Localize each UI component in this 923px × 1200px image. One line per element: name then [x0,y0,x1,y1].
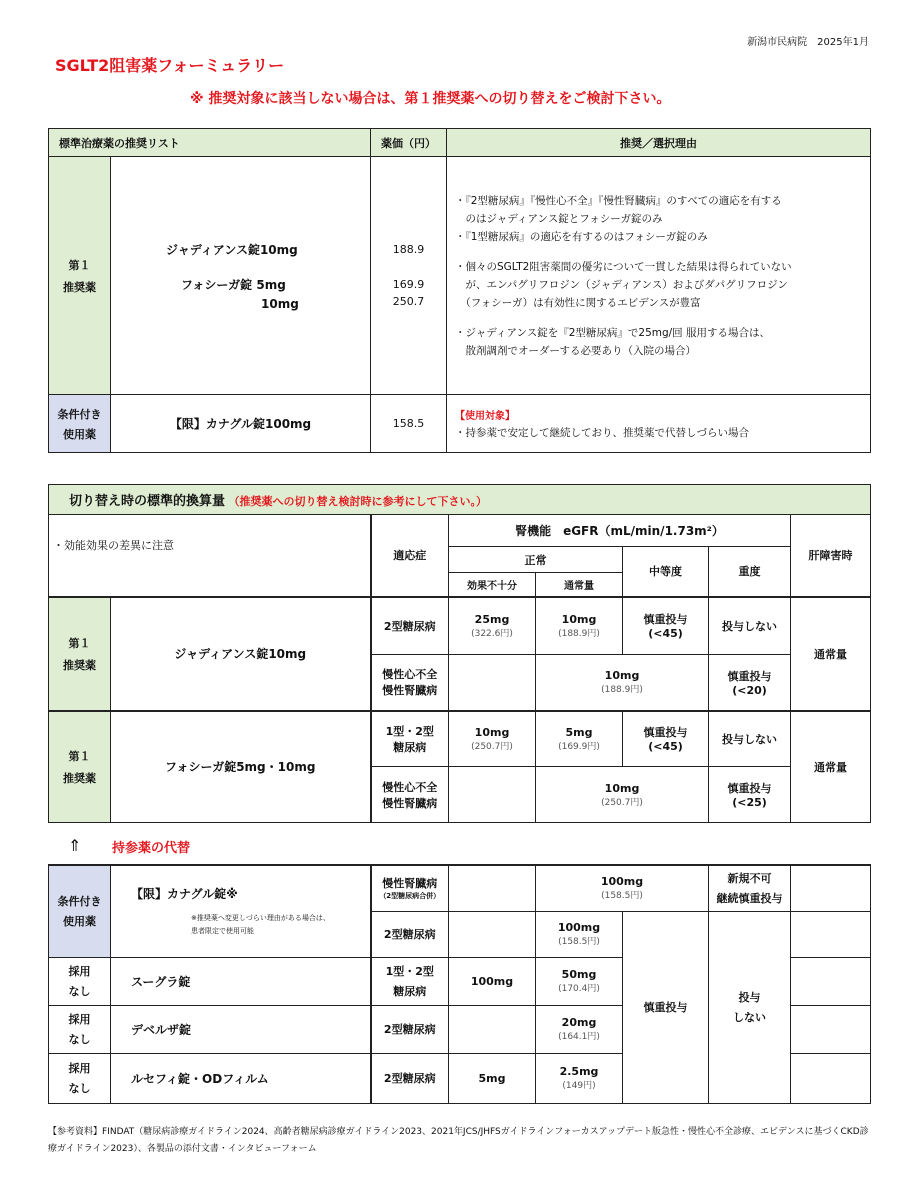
canagle-indication-1: 慢性腎臓病 （2型糖尿病合併） [371,865,449,911]
conversion-table [48,484,871,823]
header-usual: 通常量 [536,573,623,597]
conditional-price: 158.5 [371,395,447,453]
header-reason: 推奨／選択理由 [447,129,871,157]
canagle-hepatic-2 [791,911,871,957]
header-hepatic: 肝障害時 [791,515,871,597]
jardiance-severe: 投与しない [709,597,791,655]
conditional-reason: 【使用対象】 ・持参薬で安定して継続しており、推奨薬で代替しづらい場合 [447,395,871,453]
first-recommend-prices: 188.9 169.9 250.7 [371,157,447,395]
forxiga-rank-label: 第１ 推奨薬 [49,711,111,823]
lusefi-drug: ルセフィ錠・ODフィルム [111,1053,371,1103]
deberza-drug: デベルザ錠 [111,1005,371,1053]
first-recommend-reasons: ・『2型糖尿病』『慢性心不全』『慢性腎臓病』のすべての適応を有する のはジャディアンス錠とフォシーガ錠のみ ・『1型糖尿病』の適応を有するのはフォシーガ錠のみ ・個々のSGLT2阻害薬間の優劣について一貫した結果は得られていない が、エンパグリフロジン（ジャディアンス）およびダパグリフロジン （フォシーガ）は有効性に関するエビデンスが豊富 ・ジャディアンス錠を『2型糖尿病』で25mg/回 服用する場合は、 散剤調剤でオーダーする必要あり（入院の場合） [447,157,871,395]
jardiance-rank-label: 第１ 推奨薬 [49,597,111,711]
header-recommend-list: 標準治療薬の推奨リスト [49,129,371,157]
alt-moderate: 慎重投与 [623,911,709,1103]
jardiance-dose-2: 10mg (188.9円) [536,655,709,711]
header-indication: 適応症 [371,515,449,597]
forxiga-empty-insufficient [449,767,536,823]
jardiance-moderate: 慎重投与 (<45) [623,597,709,655]
forxiga-moderate: 慎重投与 (<45) [623,711,709,767]
deberza-insufficient [449,1005,536,1053]
forxiga-indication-1: 1型・2型 糖尿病 [371,711,449,767]
up-arrow-icon: ⇑ [68,836,82,855]
forxiga-drug: フォシーガ錠5mg・10mg [111,711,371,823]
canagle-rank-label: 条件付き 使用薬 [49,865,111,957]
deberza-hepatic [791,1005,871,1053]
forxiga-severe-2: 慎重投与 (<25) [709,767,791,823]
suglat-rank-label: 採用 なし [49,957,111,1005]
hospital-date: 新潟市民病院 2025年1月 [747,37,869,48]
jardiance-indication-2: 慢性心不全 慢性腎臓病 [371,655,449,711]
forxiga-insufficient: 10mg (250.7円) [449,711,536,767]
jardiance-insufficient: 25mg (322.6円) [449,597,536,655]
references: 【参考資料】FINDAT（糖尿病診療ガイドライン2024、高齢者糖尿病診療ガイドライン2023、2021年JCS/JHFSガイドラインフォーカスアップデート版急性・慢性心不全診療、エビデンスに基づくCKD診療ガイドライン2023）、各製品の添付文書・インタビューフォーム [48,1127,869,1154]
lusefi-rank-label: 採用 なし [49,1053,111,1103]
lusefi-indication: 2型糖尿病 [371,1053,449,1103]
canagle-indication-2: 2型糖尿病 [371,911,449,957]
suglat-usual: 50mg (170.4円) [536,957,623,1005]
header-price: 薬価（円） [371,129,447,157]
header-renal: 腎機能 eGFR（mL/min/1.73m²） [449,515,791,547]
header-normal: 正常 [449,547,623,573]
page-title: SGLT2阻害薬フォーミュラリー [55,56,285,75]
lusefi-insufficient: 5mg [449,1053,536,1103]
alt-severe: 投与 しない [709,911,791,1103]
lusefi-hepatic [791,1053,871,1103]
header-severe: 重度 [709,547,791,597]
alternative-table [48,864,871,1104]
conversion-title: 切り替え時の標準的換算量 （推奨薬への切り替え検討時に参考にして下さい。） [49,485,871,515]
deberza-usual: 20mg (164.1円) [536,1005,623,1053]
first-recommend-label: 第１ 推奨薬 [49,157,111,395]
jardiance-severe-2: 慎重投与 (<20) [709,655,791,711]
forxiga-usual: 5mg (169.9円) [536,711,623,767]
canagle-drug: 【限】カナグル錠※ [131,886,238,901]
canagle-empty-2 [449,911,536,957]
conversion-note: ・効能効果の差異に注意 [49,515,371,597]
forxiga-indication-2: 慢性心不全 慢性腎臓病 [371,767,449,823]
header-insufficient: 効果不十分 [449,573,536,597]
suglat-drug: スーグラ錠 [111,957,371,1005]
canagle-empty-1 [449,865,536,911]
canagle-footnote: ※推奨薬へ変更しづらい理由がある場合は、 患者限定で使用可能 [191,913,330,935]
canagle-severe-1: 新規不可 継続慎重投与 [709,865,791,911]
suglat-insufficient: 100mg [449,957,536,1005]
conditional-label: 条件付き 使用薬 [49,395,111,453]
canagle-hepatic-1 [791,865,871,911]
conditional-drug: 【限】カナグル錠100mg [111,395,371,453]
forxiga-dose-2: 10mg (250.7円) [536,767,709,823]
recommend-table [48,128,871,453]
suglat-hepatic [791,957,871,1005]
jardiance-empty-insufficient [449,655,536,711]
forxiga-severe: 投与しない [709,711,791,767]
deberza-indication: 2型糖尿病 [371,1005,449,1053]
canagle-dose-2: 100mg (158.5円) [536,911,623,957]
canagle-dose-1: 100mg (158.5円) [536,865,709,911]
lusefi-usual: 2.5mg (149円) [536,1053,623,1103]
carryover-label: 持参薬の代替 [112,841,191,856]
jardiance-indication-1: 2型糖尿病 [371,597,449,655]
notice-text: ※ 推奨対象に該当しない場合は、第１推奨薬への切り替えをご検討下さい。 [190,91,671,107]
header-moderate: 中等度 [623,547,709,597]
jardiance-hepatic: 通常量 [791,597,871,711]
first-recommend-drugs: ジャディアンス錠10mg フォシーガ錠 5mg 10mg [111,157,371,395]
forxiga-hepatic: 通常量 [791,711,871,823]
suglat-indication: 1型・2型 糖尿病 [371,957,449,1005]
jardiance-usual: 10mg (188.9円) [536,597,623,655]
canagle-drug-cell [111,865,371,957]
jardiance-drug: ジャディアンス錠10mg [111,597,371,711]
deberza-rank-label: 採用 なし [49,1005,111,1053]
